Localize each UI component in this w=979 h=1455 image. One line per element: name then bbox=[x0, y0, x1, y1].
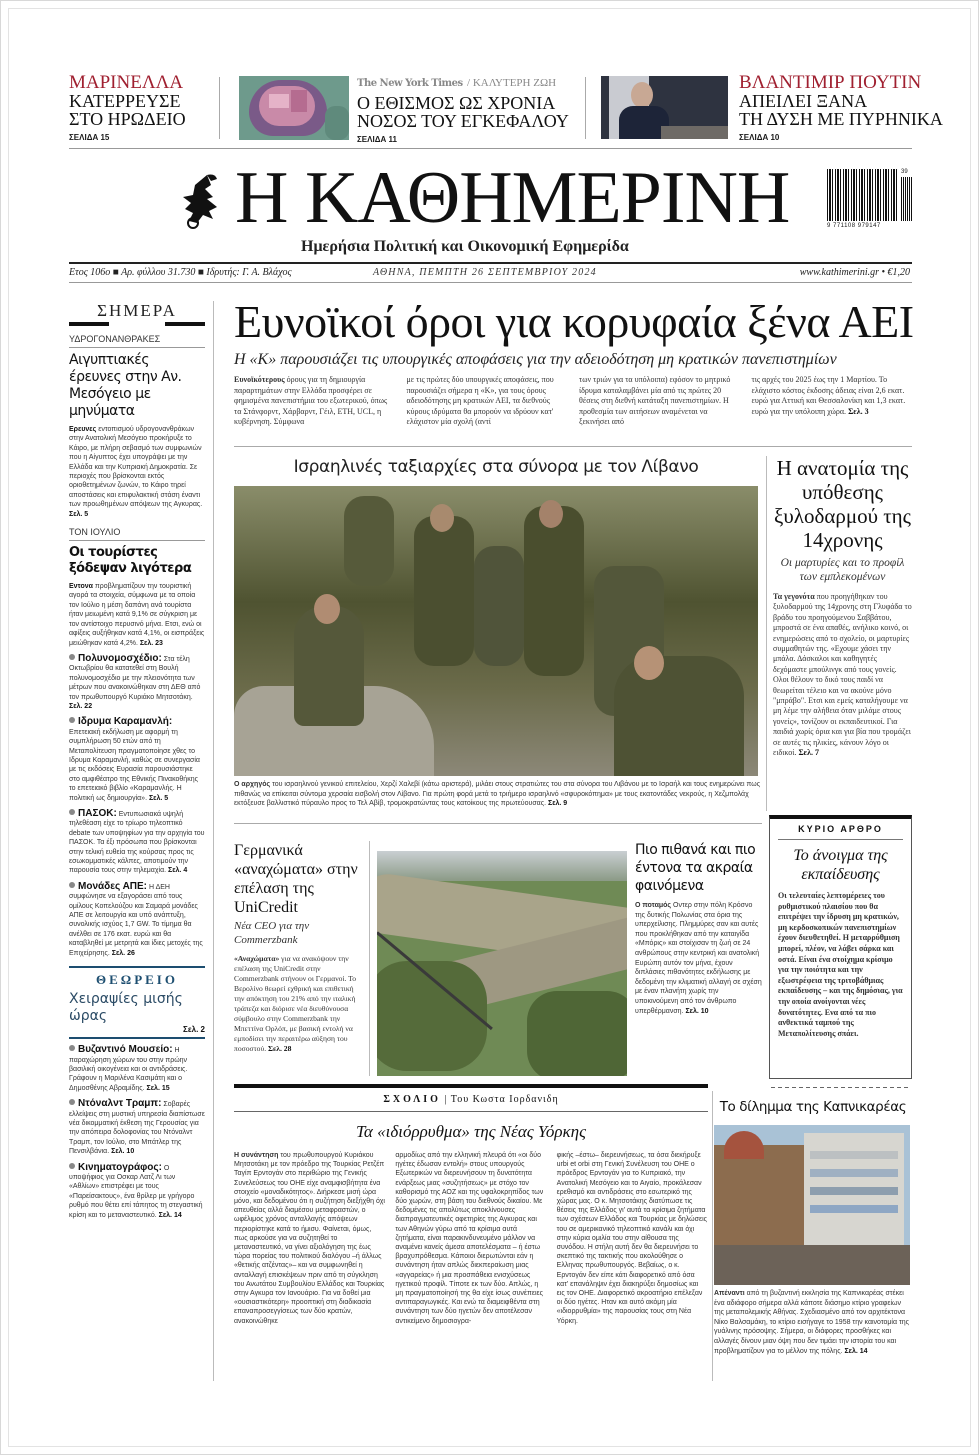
photo-story-title[interactable]: Ισραηλινές ταξιαρχίες στα σύνορα με τον Λίβανο bbox=[293, 457, 699, 477]
column-divider bbox=[369, 841, 370, 1076]
page-ref: Σελ. 10 bbox=[685, 1007, 709, 1015]
story-egypt[interactable] bbox=[69, 334, 205, 519]
teaser-page: ΣΕΛΙΔΑ 15 bbox=[69, 133, 110, 142]
side-story-body: Τα γεγονότα που προηγήθηκαν του ξυλοδαρμού της 14χρονης στη Γλυφάδα το βράδυ του προηγούμενου Σαββάτου, μπροστά σε ένα απαθές, ανήλικο κοινό, οι ενημερώσεις από το σχολείο, οι μαρτυρίες συμμαθητών της. «Εχουμε χάσει την μπάλα. Δάσκαλοι και καθηγητές δεχόμαστε μπούλινγκ από τους γονείς. Ολοι θέλουν το δικό τους παιδί να θεωρείται τέλειο και να ακούνε μόνο "μπράβο". Ετσι και εμείς καταλήγουμε να μη λέμε την αλήθεια όταν μιλάμε στους γονείς», τονίζουν οι εκπαιδευτικοί. Για παιδιά χωρίς όρια και για βία που τρομάζει σε αυτές τις ηλικίες, κάνουν λόγο οι ειδικοί. Σελ. 7 bbox=[773, 592, 912, 758]
brief-item[interactable]: ΠΑΣΟΚ: Εντυπωσιακά υψηλή τηλεθέαση είχε το τρίωρο τηλεοπτικό debate των υποψηφίων για την αρχηγία του ΠΑΣΟΚ. Τα έξι πρόσωπα που βρίσκονται στην τελική ευθεία της κούρσας προς τις εσωκομματικές κάλπες, αποτιμούν την παρουσία τους στην τηλεμαχία. Σελ. 4 bbox=[69, 808, 205, 875]
editorial-title: Το άνοιγμα της εκπαίδευσης bbox=[793, 847, 888, 883]
divider bbox=[69, 282, 912, 283]
page-ref: Σελ. 2 bbox=[69, 1025, 205, 1039]
teaser-title-line: ΑΠΕΙΛΕΙ ΞΑΝΑ bbox=[739, 91, 868, 111]
page-ref: Σελ. 23 bbox=[139, 639, 163, 647]
griffin-logo-icon bbox=[177, 171, 229, 229]
story-title: Αιγυπτιακές έρευνες στην Αν. Μεσόγειο με μηνύματα bbox=[69, 352, 182, 419]
bullet-icon bbox=[69, 717, 75, 723]
teaser-title-line: ΣΤΟ ΗΡΩΔΕΙΟ bbox=[69, 109, 186, 129]
teaser-page: ΣΕΛΙΔΑ 11 bbox=[357, 135, 397, 144]
story-body: Ερευνες εντοπισμού υδρογονανθράκων στην Ανατολική Μεσόγειο προκήρυξε το Κάιρο, με πλήρη σεβασμό των συμφωνιών που η Αίγυπτος έχει υπογράψει με την Ελλάδα και την Κυπριακή Δημοκρατία. Σε περιοχές που βρίσκονται εκτός οριοθετημένων ζωνών, το Κάιρο τηρεί αποστάσεις και επιφυλακτική στάση έναντι των προωθημένων απόψεων της Αγκυρας. Σελ. 5 bbox=[69, 426, 203, 518]
teaser-title-line: ΝΟΣΟΣ ΤΟΥ ΕΓΚΕΦΑΛΟΥ bbox=[357, 111, 569, 131]
commentary-author: Του Κωστα Ιορδανιδη bbox=[450, 1094, 559, 1105]
bullet-icon bbox=[69, 1099, 75, 1105]
divider bbox=[234, 1111, 708, 1112]
lead-word: Η συνάντηση bbox=[234, 1152, 279, 1159]
story-tourists[interactable] bbox=[69, 527, 205, 648]
masthead-subtitle: Ημερήσια Πολιτική και Οικονομική Εφημερίδα bbox=[301, 238, 629, 255]
brief-item[interactable]: Ιδρυμα Καραμανλή: Επετειακή εκδήλωση με αφορμή τη συμπλήρωση 50 ετών από τη Μεταπολίτευση πραγματοποίησε χθες το Ιδρυμα Καραμανλή, καθώς σε συνεργασία με τις εκδόσεις Ευρασία παρουσιάστηκε στο αμφιθέατρο της Εθνικής Πινακοθήκης το επετειακό βιβλίο «Καραμανλής. Η πολιτική ως δημιουργία». Σελ. 5 bbox=[69, 716, 200, 802]
unicredit-story[interactable] bbox=[234, 841, 364, 1077]
bullet-icon bbox=[69, 1163, 75, 1169]
putin-photo bbox=[601, 76, 728, 139]
bullet-icon bbox=[69, 654, 75, 660]
section-theorio: ΘΕΩΡΕΙΟ bbox=[96, 972, 178, 988]
kapnikarea-body: Απέναντι από τη βυζαντινή εκκλησία της Καπνικαρέας στέκει ένα αδιάφορο σήμερα αλλά κάποτε διάσημο κτίριο γραφείων της μεταπολεμικής Αθήνας. Σχεδιασμένο από τον αρχιτέκτονα Νίκο Βαλσαμάκη, το κτίριο εισήγαγε το 1958 την καινοτομία της γυάλινης πρόσοψης. Σήμερα, οι διάφορες προσθήκες και αλλαγές δίνουν μιαν όψη που δεν τιμάει την ιστορία του και προβληματίζουν για το μέλλον της πόλης. Σελ. 14 bbox=[714, 1290, 910, 1355]
lead-word: Ο ποταμός bbox=[635, 902, 672, 909]
divider bbox=[69, 262, 912, 264]
teaser-nyt[interactable] bbox=[357, 75, 577, 144]
bullet-icon bbox=[69, 882, 75, 888]
divider bbox=[234, 823, 762, 824]
text-column: τις αρχές του 2025 έως την 1 Μαρτίου. Το ελάχιστο κόστος έκδοσης άδειας είναι 2,6 εκατ. ευρώ για Αττική και Θεσσαλονίκη και 1,3 εκατ. ευρώ για την υπόλοιπη χώρα. Σελ. 3 bbox=[751, 375, 906, 416]
teaser-kicker: ΜΑΡΙΝΕΛΛΑ bbox=[69, 72, 184, 93]
text-column: αρμοδίως από την ελληνική πλευρά ότι «οι δύο ηγέτες έδωσαν εντολή» στους υπουργούς Εξωτερικών να διερευνήσουν τη δυνατότητα ενάρξεως μιας «συζητήσεως» με στόχο τον καθορισμό της ΑΟΖ και της υφαλοκρηπίδος των δύο χωρών, στη βάση του διεθνούς δικαίου. Με δεδομένες τις απολύτως αποκλίνουσες διαπραγματευτικές αφετηρίες της Αγκυρας και των Αθηνών γύρω από τα κρίσιμα αυτά ζητήματα, είναι παρακινδυνευμένο μάλλον να αναμένει κανείς άμεσα αποτελέσματα – ή έστω βραχυπρόθεσμα. Κάποιοι διερωτώνται εάν η συνάντηση ήταν απλώς διεκπεραίωση μιας «αγγαρείας» ή μια προσπάθεια ενισχύσεως ηγετικού προφίλ. Τίποτε εκ των δύο. Απλώς, η μη πραγματοποίησή της θα είχε ίσως συνέπειες αντιπαραγωγικές. Και ενώ τα διαμειφθέντα στη συνάντηση των δύο ηγετών δεν αποτέλεσαν αντικείμενο δημοσιογρα- bbox=[395, 1152, 544, 1325]
story-subtitle: Νέα CEO για την Commerzbank bbox=[234, 920, 310, 946]
teaser-section: / ΚΑΛΥΤΕΡΗ ΖΩΗ bbox=[467, 77, 557, 89]
text-column: Ευνοϊκότερους όρους για τη δημιουργία παραρτημάτων στην Ελλάδα προσφέρει σε φημισμένα πανεπιστήμια του εξωτερικού, όπως τα Στάνφορντ, Χάρβαρντ, Γέιλ, ΕΤΗ, UCL, η κυβέρνηση. Σύμφωνα bbox=[234, 375, 388, 427]
commentary-body bbox=[234, 1151, 708, 1383]
side-story-subtitle: Οι μαρτυρίες και το προφίλ των εμπλεκομένων bbox=[780, 557, 905, 583]
divider bbox=[771, 1087, 911, 1088]
teaser-marinella[interactable] bbox=[69, 73, 209, 142]
brain-illustration bbox=[239, 76, 349, 140]
teaser-title-line: ΚΑΤΕΡΡΕΥΣΕ bbox=[69, 91, 181, 111]
brief-item[interactable]: Πολυνομοσχέδιο: Στα τέλη Οκτωβρίου θα κατατεθεί στη Βουλή πολυνομοσχέδιο με την πλειονότητα των μέτρων που ανακοινώθηκαν στη ΔΕΘ από τον πρωθυπουργό Κυριάκο Μητσοτάκη. Σελ. 22 bbox=[69, 652, 201, 710]
story-title: Πιο πιθανά και πιο έντονα τα ακραία φαινόμενα bbox=[635, 842, 756, 894]
theorio-section[interactable] bbox=[69, 966, 205, 1039]
flood-aerial-photo bbox=[377, 851, 627, 1076]
editorial-kicker: ΚΥΡΙΟ ΑΡΘΡΟ bbox=[778, 824, 903, 840]
teaser-putin[interactable] bbox=[739, 72, 943, 142]
soldiers-photo bbox=[234, 486, 758, 776]
page-ref: Σελ. 5 bbox=[69, 510, 89, 518]
photo-caption: Ο αρχηγός του ισραηλινού γενικού επιτελείου, Χερζί Χαλεβί (κάτω αριστερά), μιλάει στους στρατιώτες του στα σύνορα του Λιβάνου με το Ισραήλ και τους ενημερώνει πως πιθανώς να επίκειται σύντομα χερσαία εισβολή στον Λίβανο. Για πρώτη φορά μετά το τριήμερο ισραηλινό «σφυροκόπημα» με τους εκατοντάδες νεκρούς, η Χεζμπολάχ εκτόξευσε βαλλιστικό πύραυλο προς το Τελ Αβίβ, τρομοκρατώντας τους κατοίκους της πρωτεύουσας. Σελ. 9 bbox=[234, 781, 761, 808]
column-divider bbox=[213, 301, 214, 1381]
divider bbox=[234, 1084, 708, 1088]
commentary-kicker: ΣΧΟΛΙΟ | Του Κωστα Ιορδανιδη bbox=[383, 1094, 559, 1105]
divider bbox=[234, 446, 912, 447]
column-divider bbox=[766, 456, 767, 811]
column-divider bbox=[712, 1091, 713, 1381]
lead-word: Ευνοϊκότερους bbox=[234, 375, 285, 384]
story-title: Οι τουρίστες ξόδεψαν λιγότερα bbox=[69, 545, 192, 577]
lead-word: «Αναχώματα» bbox=[234, 954, 280, 963]
editorial-box[interactable] bbox=[769, 815, 912, 1079]
nyt-logo: The New York Times bbox=[357, 78, 463, 89]
divider bbox=[69, 148, 912, 149]
main-headline[interactable]: Ευνοϊκοί όροι για κορυφαία ξένα ΑΕΙ bbox=[234, 296, 914, 347]
main-subheadline: Η «Κ» παρουσιάζει τις υπουργικές αποφάσεις για την αδειοδότηση μη κρατικών πανεπιστημίων bbox=[234, 351, 837, 368]
story-body: «Αναχώματα» για να ανακόψουν την επέλαση της UniCredit στην Commerzbank στήνουν οι Γερμανοί. Το Βερολίνο θεωρεί εχθρική και επιθετική την απόκτηση του 21% από την ιταλική τράπεζα και διόρισε νέα διευθύνουσα σύμβουλο στην Commerzbank την Μπεττίνα Ορλόπ, με βασική εντολή να εμποδίσει την περαιτέρω αύξηση του ποσοστού. Σελ. 28 bbox=[234, 954, 357, 1053]
flood-story[interactable] bbox=[635, 841, 762, 1077]
page-ref: Σελ. 3 bbox=[848, 406, 869, 416]
page-ref: Σελ. 14 bbox=[844, 1347, 868, 1355]
divider bbox=[219, 77, 220, 139]
website-price[interactable]: www.kathimerini.gr • €1,20 bbox=[799, 267, 910, 278]
divider bbox=[585, 77, 586, 139]
lead-word: Απέναντι bbox=[714, 1290, 745, 1297]
text-column: φικής –έστω– διερευνήσεως, τα όσα διεκήρυξε urbi et orbi στη Γενική Συνέλευση του ΟΗΕ ο πρόεδρος Ερντογάν για το Κυπριακό, την Ανατολική Μεσόγειο και το Αιγαίο, προκάλεσαν ερεθισμό και αντιδράσεις στο εσωτερικό της χώρας μας. Ο κ. Μητσοτάκης διατύπωσε τις θέσεις της Ελλάδος γι' αυτά τα κρίσιμα ζητήματα των σχέσεων Ελλάδος και Τουρκίας με δηλώσεις του σε αμερικανικό τηλεοπτικό κανάλι και όχι στην κύρια ομιλία του στην αίθουσα της συνόδου. Η στήλη αυτή δεν θα διερευνήσει το σκεπτικό της τακτικής που ακολούθησε ο Ελληνας πρωθυπουργός. Βεβαίως, ο κ. Ερντογάν δεν είπε κάτι διαφορετικό από όσα κατ' επανάληψιν έχει διακηρύξει δημοσίως και εις τον ΟΗΕ. Διαφορετικό ακροατήριο επέλεξαν οι δύο ηγέτες. Ηταν και αυτό ακόμη μία «ιδιορρυθμία» της παρουσίας τους στη Νέα Υόρκη. bbox=[556, 1152, 707, 1325]
page-ref: Σελ. 9 bbox=[548, 800, 568, 808]
commentary-title[interactable]: Τα «ιδιόρρυθμα» της Νέας Υόρκης bbox=[356, 1122, 586, 1141]
left-column bbox=[69, 301, 205, 1381]
text-column: των τριών για τα υπόλοιπα) εφόσον το μητρικό ίδρυμα καταλαμβάνει μία από τις πρώτες 20 θέσεις στη διεθνή κατάταξη πανεπιστημίων. Η προθεσμία των αιτήσεων αναμένεται να ξεκινήσει από bbox=[579, 375, 731, 427]
story-title: Γερμανικά «αναχώματα» στην επέλαση της UniCredit bbox=[234, 842, 358, 916]
bullet-icon bbox=[69, 1045, 75, 1051]
brief-item[interactable]: Μονάδες ΑΠΕ: Η ΔΕΗ συμφώνησε να εξαγοράσει από τους ομίλους Κοπελούζου και Σαμαρά μονάδες ΑΠΕ σε λειτουργία και υπό ανάπτυξη, συνολικής ισχύος 1,7 GW. Το τίμημα θα ανέλθει σε 176 εκατ. ευρώ και θα καταβληθεί με μετρητά και ίδιες μετοχές της Επιχείρησης. Σελ. 26 bbox=[69, 880, 203, 957]
theorio-title: Χειραψίες μισής ώρας bbox=[69, 991, 183, 1025]
masthead-title[interactable]: Η ΚΑΘΗΜΕΡΙΝΗ bbox=[235, 157, 790, 239]
page-ref: Σελ. 28 bbox=[268, 1044, 292, 1053]
divider bbox=[69, 322, 205, 326]
teaser-title-line: ΤΗ ΔΥΣΗ ΜΕ ΠΥΡΗΝΙΚΑ bbox=[739, 109, 943, 129]
text-column: με τις πρώτες δύο υπουργικές αποφάσεις, που παρουσιάζει σήμερα η «Κ», για τους όρους αδειοδότησης μη κρατικών ΑΕΙ, τα διεθνούς κύρους ιδρύματα θα μπορούν να ιδρύουν κατ' ελάχιστον μία σχολή (αντί bbox=[406, 375, 554, 427]
lead-word: Ο αρχηγός bbox=[234, 781, 271, 788]
editorial-body: Οι τελευταίες λεπτομέρειες του ρυθμιστικού πλαισίου που θα επιτρέψει την ίδρυση μη κρατικών, μη κερδοσκοπικών πανεπιστημίων έχουν διευθετηθεί. Η μεταρρύθμιση μπορεί, πλέον, να λάβει σάρκα και οστά. Είναι ένα στοίχημα κρίσιμο για την ποιότητα και την εξωστρέφεια της τριτοβάθμιας εκπαίδευσης – και της δημόσιας, για την οποία ανοίγονται νέες δυνατότητες. Ενα από τα πιο ανθεκτικά ταμπού της Μεταπολίτευσης σπάει. bbox=[778, 891, 903, 1038]
teaser-kicker: ΒΛΑΝΤΙΜΙΡ ΠΟΥΤΙΝ bbox=[739, 72, 922, 93]
lead-word: Τα γεγονότα bbox=[773, 592, 815, 601]
dateline: ΑΘΗΝΑ, ΠΕΜΠΤΗ 26 ΣΕΠΤΕΜΒΡΙΟΥ 2024 bbox=[373, 267, 597, 278]
story-body: Εντονα προβληματίζουν την τουριστική αγορά τα στοιχεία, σύμφωνα με τα οποία τον Ιούλιο η μέση δαπάνη ανά τουρίστα ήταν μειωμένη κατά 9,1% σε σύγκριση με τον αντίστοιχο περυσινό μήνα. Ετσι, ενώ οι αφίξεις αυξήθηκαν κατά 4,1%, οι εισπράξεις μειώθηκαν κατά 4,2%. Σελ. 23 bbox=[69, 583, 205, 647]
text-column: Η συνάντηση του πρωθυπουργού Κυριάκου Μητσοτάκη με τον πρόεδρο της Τουρκίας Ρετζέπ Ταγίπ Ερντογάν στο περιθώριο της Γενικής Συνελεύσεως του ΟΗΕ είχε αναμφισβήτητα ένα στοιχείο «μοναδικότητος». Διήρκεσε μισή ώρα μόνο, και δεδομένου ότι η συζήτηση διεξήχθη όχι απευθείας αλλά διαμέσου μεταφραστών, ο ωφέλιμος χρόνος ανταλλαγής απόψεων περιορίστηκε κατά το ήμισυ. Φαίνεται, όμως, πως αρκούσε για να συζητηθεί το μεταναστευτικό, να γίνει αξιολόγηση της έως τώρα πορείας του πολιτικού διαλόγου –ή άλλως «θετικής ατζέντας»– και να συμφωνηθεί η ανταλλαγή επισκέψεων πριν από τη σύγκληση του Ανωτάτου Συμβουλίου Ελλάδος και Τουρκίας στην Αγκυρα τον Ιανουάριο. Για να δοθεί μια «ουσιαστικότερη» προοπτική στη διαδικασία επαναπροσεγγίσεως των δύο κρατών, ανακοινώθηκε bbox=[234, 1152, 385, 1325]
barcode-digits: 9 771108 979147 bbox=[827, 223, 881, 229]
brief-item[interactable]: Ντόναλντ Τραμπ: Σοβαρές ελλείψεις στη μυστική υπηρεσία διαπίστωσε νέα δικομματική έκθεση της Γερουσίας για την απόπειρα δολοφονίας του Ντόναλντ Τραμπ, τον Ιούλιο, στο Μπάτλερ της Πενσιλβάνια. Σελ. 10 bbox=[69, 1098, 205, 1156]
section-simera: ΣΗΜΕΡΑ bbox=[97, 301, 177, 320]
kapnikarea-photo bbox=[714, 1125, 910, 1285]
page-ref: Σελ. 7 bbox=[798, 748, 820, 758]
brief-item[interactable]: Βυζαντινό Μουσείο: Η παραχώρηση χώρων του στην πρώην βασιλική οικογένεια και οι αντιδράσεις. Γράφουν η Μαριλένα Κασιμάτη και ο Δημοσθένης Αβραμίδης. Σελ. 15 bbox=[69, 1044, 188, 1092]
barcode bbox=[827, 169, 913, 233]
main-story-body bbox=[234, 375, 912, 441]
issue-info: Ετος 106ο ■ Αρ. φύλλου 31.730 ■ Ιδρυτής: Γ. Α. Βλάχος bbox=[69, 267, 292, 278]
barcode-issue: 39 bbox=[901, 169, 908, 175]
side-story-title: Η ανατομία της υπόθεσης ξυλοδαρμού της 14χρονης bbox=[774, 456, 911, 552]
story-kicker: ΤΟΝ ΙΟΥΛΙΟ bbox=[69, 527, 205, 541]
teaser-page: ΣΕΛΙΔΑ 10 bbox=[739, 133, 780, 142]
story-body: Ο ποταμός Οντερ στην πόλη Κρόσνο της δυτικής Πολωνίας στα όρια της υπερχείλισης. Πλημμύρες σαν και αυτές που προκλήθηκαν από την καταιγίδα «Μπόρις» και στοίχισαν τη ζωή σε 24 ανθρώπους στην κεντρική και ανατολική Ευρώπη αυτόν τον μήνα, έχουν διπλάσιες πιθανότητες εκδήλωσης με δεδομένη την κλιματική αλλαγή σε σχέση με έναν πλανήτη χωρίς την υποκινούμενη από τον άνθρωπο υπερθέρμανση. Σελ. 10 bbox=[635, 902, 762, 1015]
brief-item[interactable]: Κινηματογράφος: Ο υποψήφιος για Οσκαρ Λατζ Λι των «Αθλίων» επιστρέφει με τους «Παρείσακτους», ένα θρίλερ με γρήγορο ρυθμό που θέτει επί τάπητος τη στεγαστική κρίση και το μεταναστευτικό. Σελ. 14 bbox=[69, 1161, 203, 1219]
story-kicker: ΥΔΡΟΓΟΝΑΝΘΡΑΚΕΣ bbox=[69, 334, 205, 348]
bullet-icon bbox=[69, 809, 75, 815]
kapnikarea-title[interactable]: Το δίλημμα της Καπνικαρέας bbox=[719, 1099, 907, 1115]
teaser-title-line: Ο ΕΘΙΣΜΟΣ ΩΣ ΧΡΟΝΙΑ bbox=[357, 93, 556, 113]
side-story[interactable] bbox=[773, 456, 912, 808]
